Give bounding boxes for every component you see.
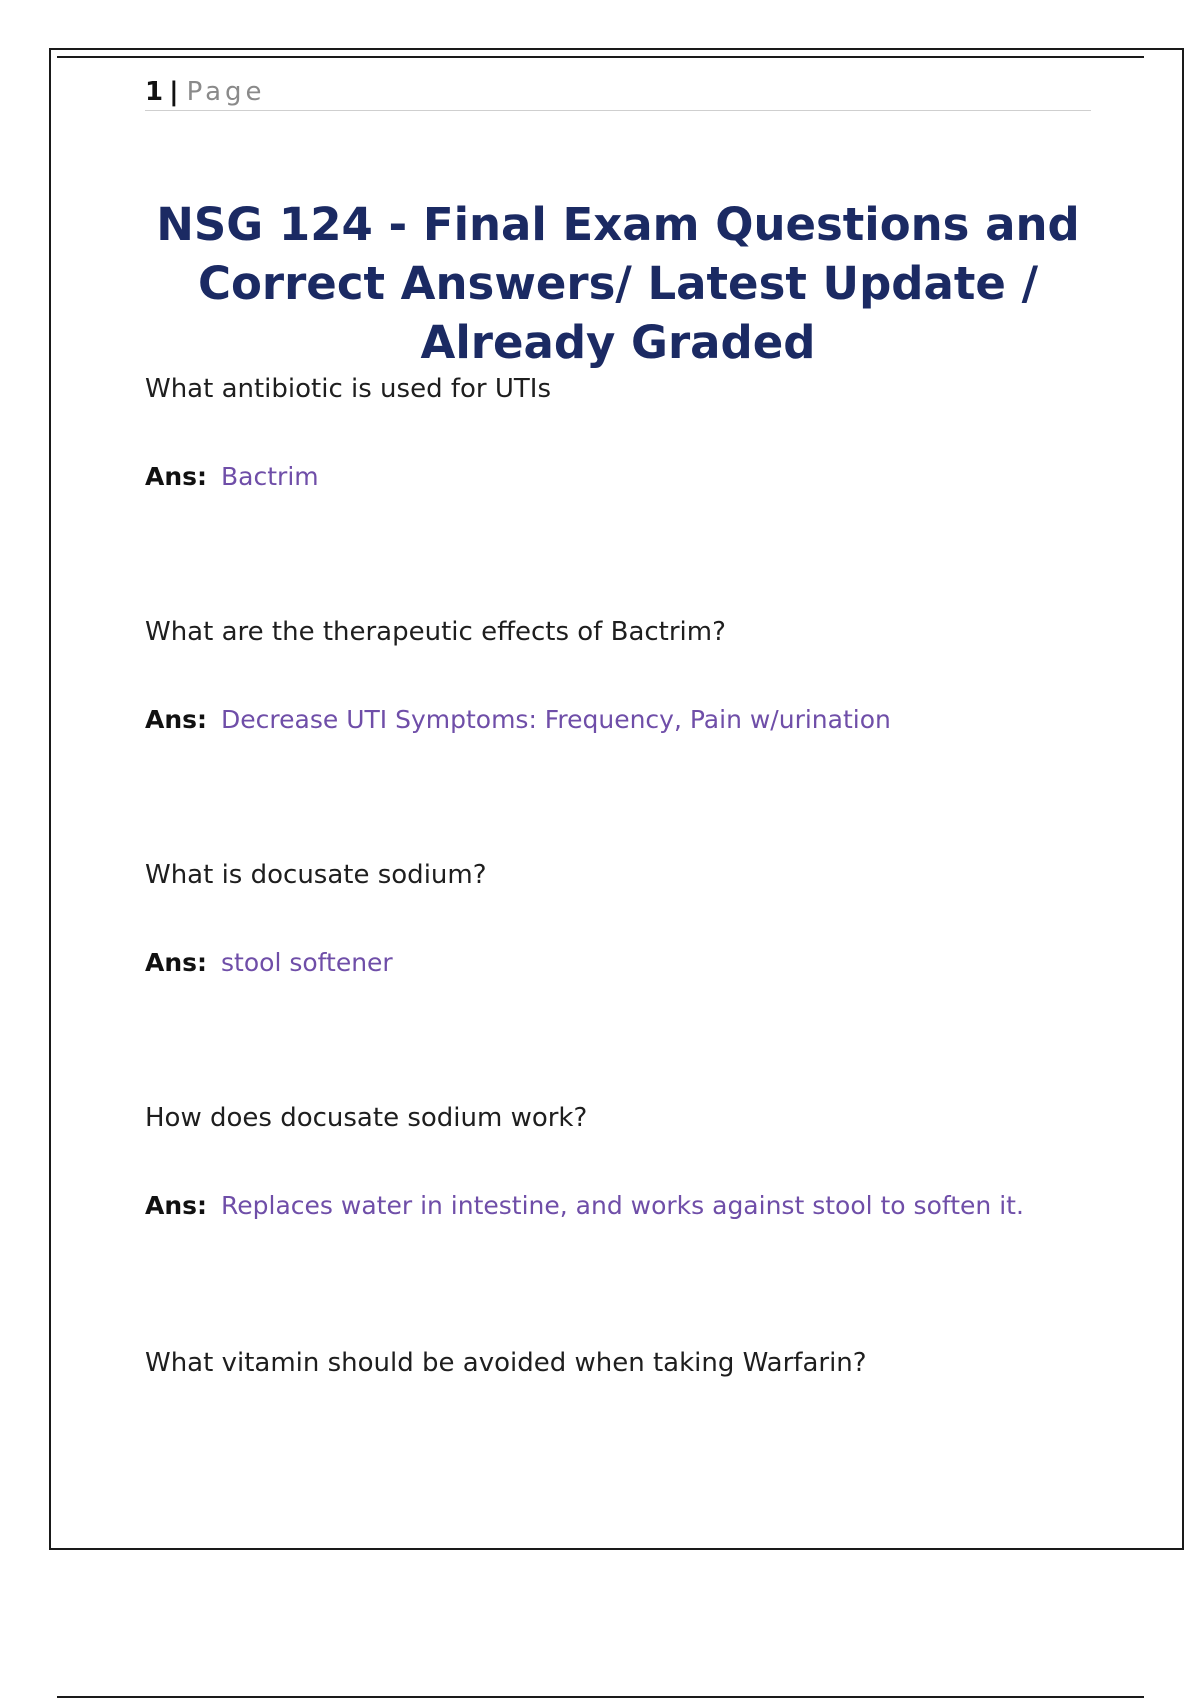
page-separator: | xyxy=(169,77,179,107)
answer-label: Ans: xyxy=(145,462,208,491)
qa-item-1 xyxy=(145,372,1125,491)
question-text: What are the therapeutic effects of Bactrim? xyxy=(145,617,726,647)
qa-item-3 xyxy=(145,858,1125,977)
question-text: What vitamin should be avoided when taking Warfarin? xyxy=(145,1348,867,1378)
answer-label: Ans: xyxy=(145,948,208,977)
page-number: 1 xyxy=(145,77,164,107)
page-header xyxy=(145,74,1091,111)
bottom-rule xyxy=(57,1696,1144,1698)
answer-text: Decrease UTI Symptoms: Frequency, Pain w/urination xyxy=(221,705,891,734)
qa-item-2 xyxy=(145,615,1125,734)
answer-label: Ans: xyxy=(145,1191,208,1220)
answer-label: Ans: xyxy=(145,705,208,734)
top-rule xyxy=(57,56,1144,58)
question-text: How does docusate sodium work? xyxy=(145,1103,588,1133)
question-text: What antibiotic is used for UTIs xyxy=(145,374,551,404)
answer-text: Replaces water in intestine, and works against stool to soften it. xyxy=(221,1191,1024,1220)
answer-line xyxy=(145,1189,1024,1223)
answer-text: stool softener xyxy=(221,948,393,977)
question-text: What is docusate sodium? xyxy=(145,860,487,890)
qa-item-4 xyxy=(145,1101,1125,1220)
qa-item-5 xyxy=(145,1346,1125,1380)
answer-line xyxy=(145,460,319,494)
page-label: Page xyxy=(186,77,266,107)
answer-line xyxy=(145,946,393,980)
answer-line xyxy=(145,703,891,737)
answer-text: Bactrim xyxy=(221,462,319,491)
document-title: NSG 124 - Final Exam Questions and Correct Answers/ Latest Update / Already Graded xyxy=(156,198,1080,369)
